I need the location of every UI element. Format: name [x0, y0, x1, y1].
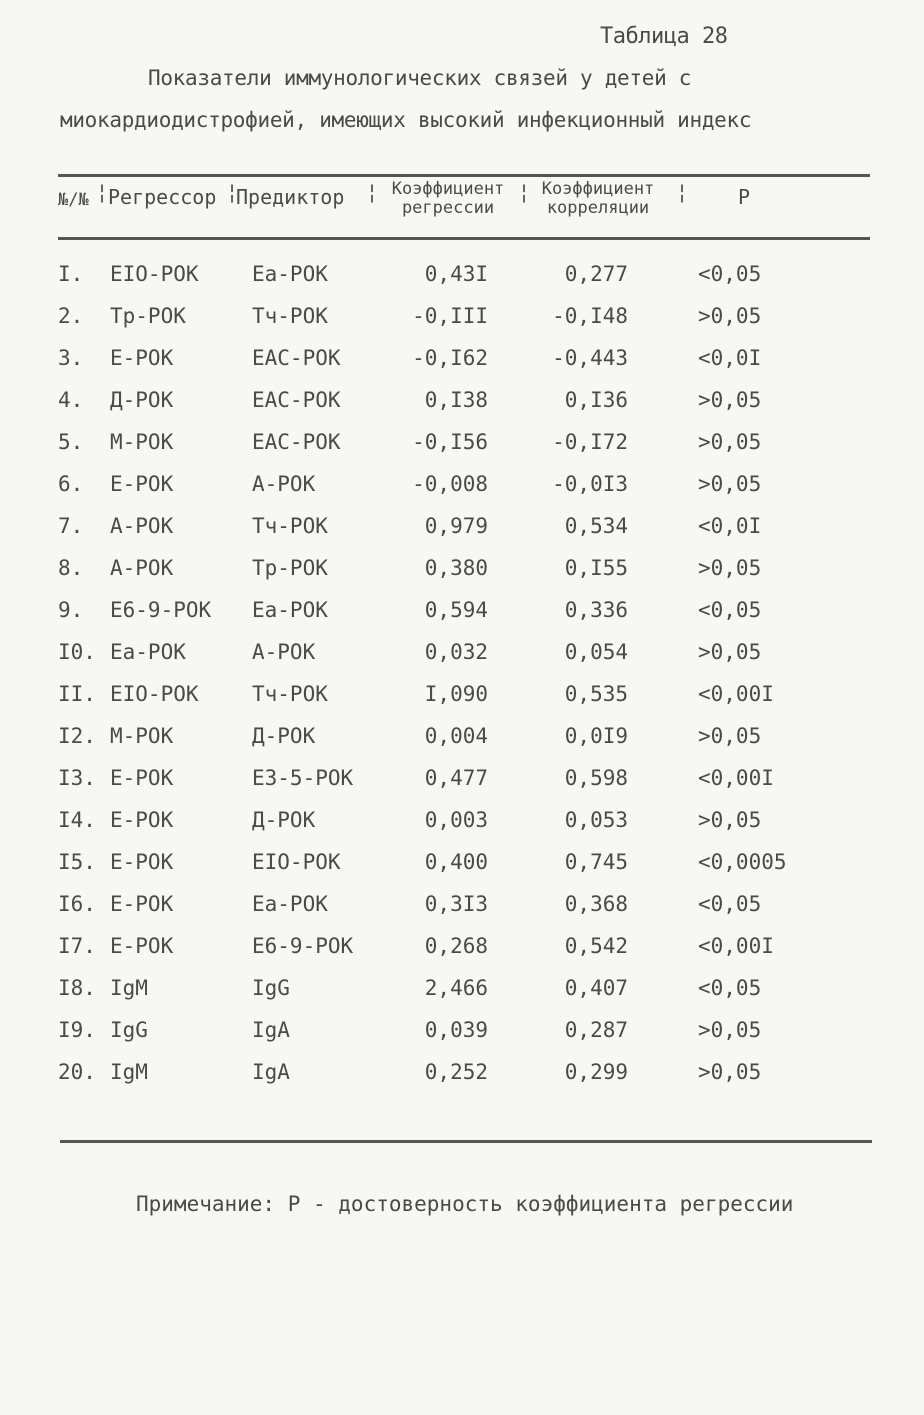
p-value-cell: >0,05 [698, 640, 762, 664]
predictor-cell: IgA [252, 1018, 290, 1042]
correlation-coef-cell: 0,745 [564, 850, 628, 874]
correlation-coef-cell: 0,0I9 [564, 724, 628, 748]
regressor-cell: IgM [110, 976, 148, 1000]
correlation-coef-cell: 0,I55 [564, 556, 628, 580]
predictor-cell: E3-5-РОК [252, 766, 354, 790]
table-row [0, 388, 924, 428]
row-number: 20. [58, 1060, 96, 1084]
table-row [0, 850, 924, 890]
regressor-cell: Д-РОК [110, 388, 174, 412]
regression-coef-cell: 0,43I [424, 262, 488, 286]
regressor-cell: A-РОК [110, 514, 174, 538]
correlation-coef-cell: -0,I48 [552, 304, 628, 328]
regression-coef-cell: 0,004 [424, 724, 488, 748]
header-p: P [738, 185, 751, 209]
regression-coef-cell: -0,I56 [412, 430, 488, 454]
row-number: 3. [58, 346, 84, 370]
row-number: 9. [58, 598, 84, 622]
regressor-cell: M-РОК [110, 430, 174, 454]
regressor-cell: E-РОК [110, 934, 174, 958]
regressor-cell: Tp-РОК [110, 304, 186, 328]
predictor-cell: EAC-РОК [252, 430, 341, 454]
row-number: 6. [58, 472, 84, 496]
correlation-coef-cell: 0,598 [564, 766, 628, 790]
correlation-coef-cell: 0,299 [564, 1060, 628, 1084]
header-regressor: Регрессор [108, 185, 217, 209]
correlation-coef-cell: 0,535 [564, 682, 628, 706]
table-row [0, 808, 924, 848]
header-divider: ¦ [366, 180, 379, 204]
row-number: 2. [58, 304, 84, 328]
row-number: 4. [58, 388, 84, 412]
table-row [0, 1018, 924, 1058]
regression-coef-cell: 2,466 [424, 976, 488, 1000]
correlation-coef-cell: 0,368 [564, 892, 628, 916]
predictor-cell: A-РОК [252, 640, 316, 664]
table-row [0, 934, 924, 974]
regression-coef-cell: -0,III [412, 304, 488, 328]
table-row [0, 304, 924, 344]
table-number: Таблица 28 [600, 24, 728, 49]
correlation-coef-cell: 0,277 [564, 262, 628, 286]
row-number: I8. [58, 976, 96, 1000]
p-value-cell: >0,05 [698, 808, 762, 832]
regression-coef-cell: -0,I62 [412, 346, 488, 370]
correlation-coef-cell: -0,I72 [552, 430, 628, 454]
regressor-cell: IgG [110, 1018, 148, 1042]
table-bottom-rule [60, 1140, 872, 1143]
table-row [0, 640, 924, 680]
header-top-rule [58, 174, 870, 177]
header-num: №/№ [58, 190, 89, 210]
p-value-cell: <0,0005 [698, 850, 787, 874]
regression-coef-cell: 0,380 [424, 556, 488, 580]
correlation-coef-cell: 0,054 [564, 640, 628, 664]
table-row [0, 430, 924, 470]
predictor-cell: Tч-РОК [252, 682, 328, 706]
regressor-cell: E-РОК [110, 850, 174, 874]
regressor-cell: E6-9-РОК [110, 598, 212, 622]
regression-coef-cell: 0,400 [424, 850, 488, 874]
table-row [0, 892, 924, 932]
p-value-cell: >0,05 [698, 430, 762, 454]
correlation-coef-cell: 0,534 [564, 514, 628, 538]
predictor-cell: Ea-РОК [252, 598, 328, 622]
regressor-cell: Ea-РОК [110, 640, 186, 664]
row-number: I0. [58, 640, 96, 664]
predictor-cell: IgA [252, 1060, 290, 1084]
header-correlation-coef: Коэффициент корреляции [541, 179, 655, 218]
p-value-cell: >0,05 [698, 304, 762, 328]
regressor-cell: E-РОК [110, 766, 174, 790]
regression-coef-cell: 0,I38 [424, 388, 488, 412]
regression-coef-cell: 0,003 [424, 808, 488, 832]
row-number: I. [58, 262, 84, 286]
row-number: 5. [58, 430, 84, 454]
table-row [0, 1060, 924, 1100]
p-value-cell: <0,05 [698, 598, 762, 622]
row-number: I6. [58, 892, 96, 916]
predictor-cell: Д-РОК [252, 808, 316, 832]
row-number: 8. [58, 556, 84, 580]
row-number: I4. [58, 808, 96, 832]
regressor-cell: A-РОК [110, 556, 174, 580]
p-value-cell: <0,05 [698, 892, 762, 916]
p-value-cell: <0,00I [698, 766, 774, 790]
predictor-cell: EAC-РОК [252, 388, 341, 412]
predictor-cell: E6-9-РОК [252, 934, 354, 958]
correlation-coef-cell: 0,542 [564, 934, 628, 958]
header-divider: ¦ [676, 180, 689, 204]
correlation-coef-cell: 0,407 [564, 976, 628, 1000]
correlation-coef-cell: 0,053 [564, 808, 628, 832]
regressor-cell: M-РОК [110, 724, 174, 748]
table-row [0, 976, 924, 1016]
predictor-cell: Ea-РОК [252, 262, 328, 286]
row-number: 7. [58, 514, 84, 538]
regression-coef-cell: -0,008 [412, 472, 488, 496]
header-bottom-rule [58, 237, 870, 240]
table-row [0, 724, 924, 764]
row-number: I2. [58, 724, 96, 748]
regression-coef-cell: 0,252 [424, 1060, 488, 1084]
row-number: II. [58, 682, 96, 706]
predictor-cell: A-РОК [252, 472, 316, 496]
header-divider: ¦ [96, 180, 109, 204]
p-value-cell: <0,0I [698, 346, 762, 370]
table-row [0, 598, 924, 638]
correlation-coef-cell: -0,443 [552, 346, 628, 370]
p-value-cell: >0,05 [698, 556, 762, 580]
predictor-cell: EIO-РОК [252, 850, 341, 874]
p-value-cell: <0,0I [698, 514, 762, 538]
predictor-cell: Д-РОК [252, 724, 316, 748]
table-row [0, 682, 924, 722]
header-predictor: Предиктор [236, 185, 345, 209]
predictor-cell: Tч-РОК [252, 304, 328, 328]
correlation-coef-cell: 0,287 [564, 1018, 628, 1042]
predictor-cell: EAC-РОК [252, 346, 341, 370]
header-regression-coef: Коэффициент регрессии [391, 179, 505, 218]
predictor-cell: IgG [252, 976, 290, 1000]
row-number: I9. [58, 1018, 96, 1042]
regressor-cell: E-РОК [110, 808, 174, 832]
regressor-cell: IgM [110, 1060, 148, 1084]
row-number: I7. [58, 934, 96, 958]
regression-coef-cell: 0,032 [424, 640, 488, 664]
table-title-line-2: миокардиодистрофией, имеющих высокий инфекционный индекс [60, 108, 752, 132]
regressor-cell: E-РОК [110, 346, 174, 370]
row-number: I3. [58, 766, 96, 790]
p-value-cell: >0,05 [698, 724, 762, 748]
table-note: Примечание: P - достоверность коэффициента регрессии [136, 1192, 794, 1216]
correlation-coef-cell: 0,336 [564, 598, 628, 622]
table-row [0, 262, 924, 302]
regression-coef-cell: 0,3I3 [424, 892, 488, 916]
correlation-coef-cell: -0,0I3 [552, 472, 628, 496]
regressor-cell: EIO-РОК [110, 262, 199, 286]
regression-coef-cell: 0,477 [424, 766, 488, 790]
header-divider: ¦ [518, 180, 531, 204]
regression-coef-cell: 0,039 [424, 1018, 488, 1042]
p-value-cell: <0,05 [698, 262, 762, 286]
correlation-coef-cell: 0,I36 [564, 388, 628, 412]
table-row [0, 514, 924, 554]
table-row [0, 472, 924, 512]
p-value-cell: <0,05 [698, 976, 762, 1000]
regression-coef-cell: 0,268 [424, 934, 488, 958]
predictor-cell: Tч-РОК [252, 514, 328, 538]
regressor-cell: E-РОК [110, 892, 174, 916]
regression-coef-cell: 0,594 [424, 598, 488, 622]
p-value-cell: >0,05 [698, 388, 762, 412]
header-divider: ¦ [226, 180, 239, 204]
regressor-cell: E-РОК [110, 472, 174, 496]
table-row [0, 556, 924, 596]
p-value-cell: <0,00I [698, 682, 774, 706]
regression-coef-cell: I,090 [424, 682, 488, 706]
p-value-cell: <0,00I [698, 934, 774, 958]
p-value-cell: >0,05 [698, 472, 762, 496]
predictor-cell: Tp-РОК [252, 556, 328, 580]
table-row [0, 766, 924, 806]
table-row [0, 346, 924, 386]
regression-coef-cell: 0,979 [424, 514, 488, 538]
p-value-cell: >0,05 [698, 1018, 762, 1042]
p-value-cell: >0,05 [698, 1060, 762, 1084]
table-title-line-1: Показатели иммунологических связей у детей с [148, 66, 692, 90]
regressor-cell: EIO-РОК [110, 682, 199, 706]
predictor-cell: Ea-РОК [252, 892, 328, 916]
row-number: I5. [58, 850, 96, 874]
